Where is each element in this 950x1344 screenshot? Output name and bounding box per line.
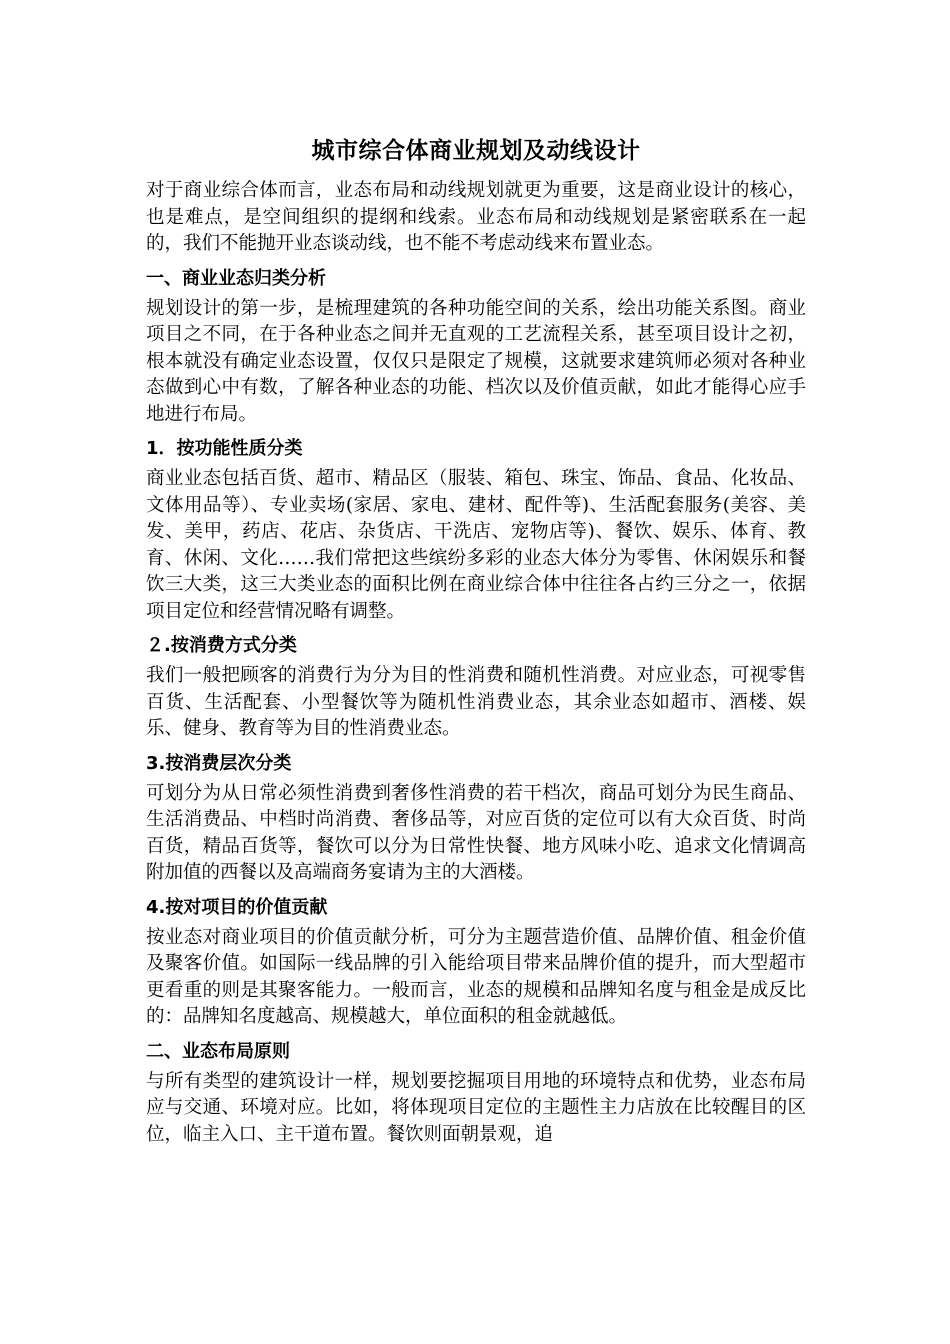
subsection-2-paragraph: 我们一般把顾客的消费行为分为目的性消费和随机性消费。对应业态，可视零售百货、生活配套、小型餐饮等为随机性消费业态，其余业态如超市、酒楼、娱乐、健身、教育等为目的性消费业态。 — [146, 665, 806, 739]
subsection-1-heading: 1．按功能性质分类 — [146, 438, 303, 459]
document-title: 城市综合体商业规划及动线设计 — [311, 138, 641, 164]
section-1-heading: 一、商业业态归类分析 — [146, 267, 326, 289]
document-page — [146, 128, 806, 1148]
subsection-1-paragraph: 商业业态包括百货、超市、精品区（服装、箱包、珠宝、饰品、食品、化妆品、文体用品等）、专业卖场(家居、家电、建材、配件等)、生活配套服务(美容、美发、美甲，药店、花店、杂货店、干洗店、宠物店等)、餐饮、娱乐、体育、教育、休闲、文化……我们常把这些缤纷多彩的业态大体分为零售、休闲娱乐和餐饮三大类，这三大类业态的面积比例在商业综合体中往往各占约三分之一，依据项目定位和经营情况略有调整。 — [146, 468, 806, 622]
subsection-4-heading: 4.按对项目的价值贡献 — [146, 896, 328, 918]
section-1-paragraph: 规划设计的第一步，是梳理建筑的各种功能空间的关系，绘出功能关系图。商业项目之不同，在于各种业态之间并无直观的工艺流程关系，甚至项目设计之初，根本就没有确定业态设置，仅仅只是限定了规模，这就要求建筑师必须对各种业态做到心中有数，了解各种业态的功能、档次以及价值贡献，如此才能得心应手地进行布局。 — [146, 297, 806, 425]
subsection-4-paragraph: 按业态对商业项目的价值贡献分析，可分为主题营造价值、品牌价值、租金价值及聚客价值。如国际一线品牌的引入能给项目带来品牌价值的提升，而大型超市更看重的则是其聚客能力。一般而言，业态的规模和品牌知名度与租金是成反比的：品牌知名度越高、规模越大，单位面积的租金就越低。 — [146, 926, 806, 1027]
section-2-paragraph: 与所有类型的建筑设计一样，规划要挖掘项目用地的环境特点和优势，业态布局应与交通、环境对应。比如，将体现项目定位的主题性主力店放在比较醒目的区位，临主入口、主干道布置。餐饮则面朝景观，追 — [146, 1070, 806, 1145]
subsection-3-paragraph: 可划分为从日常必须性消费到奢侈性消费的若干档次，商品可划分为民生商品、生活消费品、中档时尚消费、奢侈品等，对应百货的定位可以有大众百货、时尚百货，精品百货等，餐饮可以分为日常性快餐、地方风味小吃、追求文化情调高附加值的西餐以及高端商务宴请为主的大酒楼。 — [146, 782, 806, 883]
subsection-2-heading: ２.按消费方式分类 — [146, 635, 297, 656]
intro-paragraph: 对于商业综合体而言，业态布局和动线规划就更为重要，这是商业设计的核心，也是难点，是空间组织的提纲和线索。业态布局和动线规划是紧密联系在一起的，我们不能抛开业态谈动线，也不能不考虑动线来布置业态。 — [146, 180, 806, 254]
subsection-3-heading: 3.按消费层次分类 — [146, 752, 292, 774]
section-2-heading: 二、业态布局原则 — [146, 1040, 290, 1062]
